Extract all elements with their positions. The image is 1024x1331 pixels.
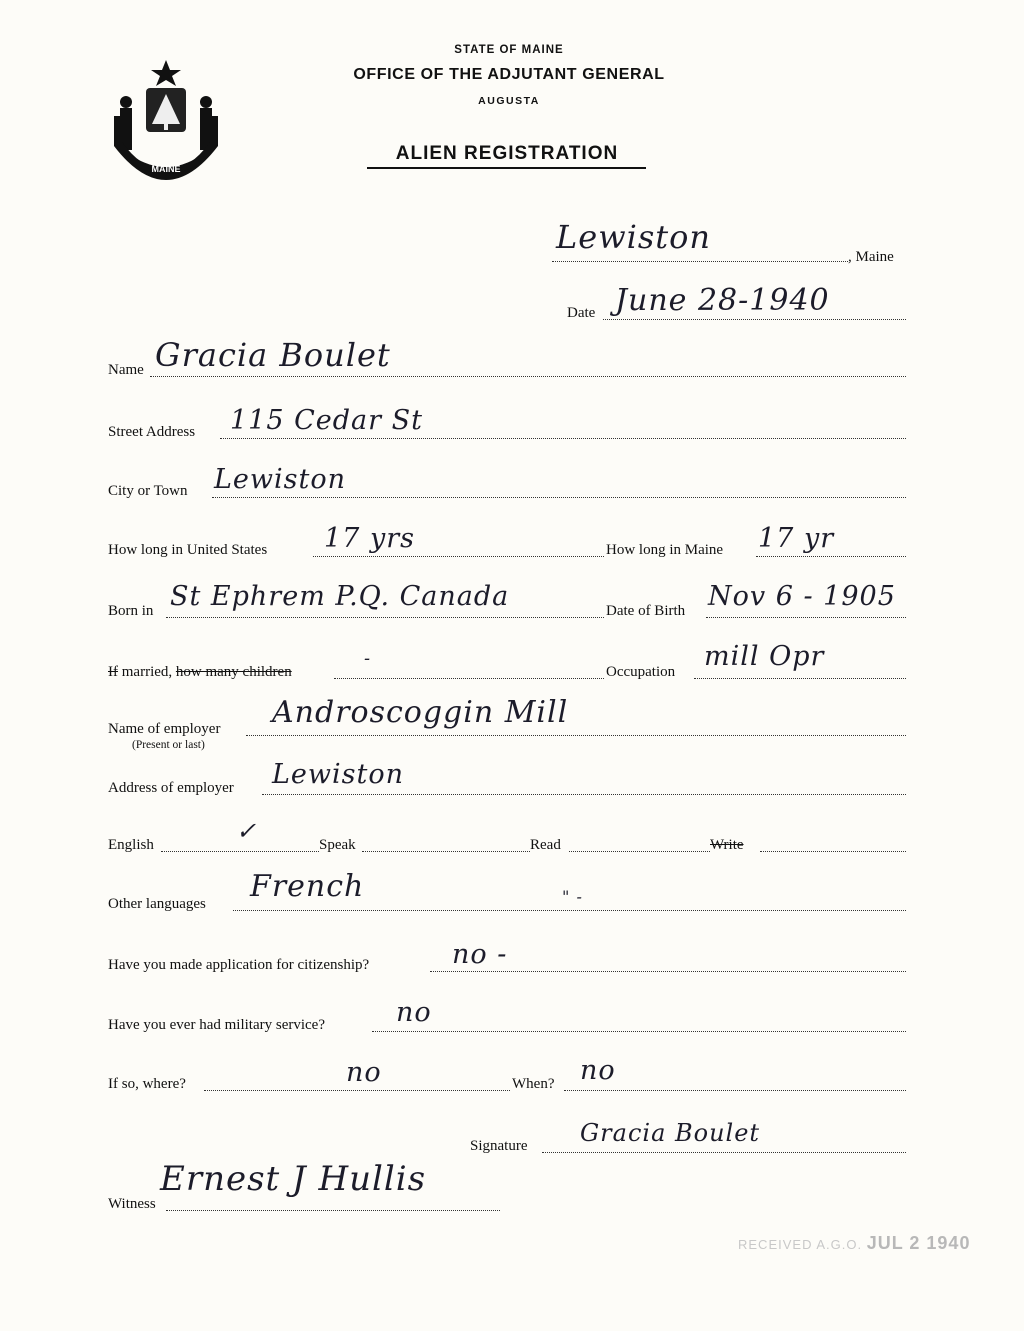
witness-line xyxy=(166,1210,500,1211)
signature-line xyxy=(542,1152,906,1153)
form-title: ALIEN REGISTRATION xyxy=(395,143,619,164)
dob-line xyxy=(706,617,906,618)
stamp-text: RECEIVED A.G.O. xyxy=(738,1237,863,1252)
occupation-label: Occupation xyxy=(606,664,676,680)
me-years-line xyxy=(756,556,906,557)
english-write: Write xyxy=(710,837,744,853)
citizenship-label: Have you made application for citizenship? xyxy=(108,957,370,973)
born-value: St Ephrem P.Q. Canada xyxy=(170,581,510,612)
married-value: - xyxy=(364,648,372,669)
occupation-line xyxy=(694,678,906,679)
employer-label: Name of employer xyxy=(108,721,221,737)
date-value: June 28-1940 xyxy=(615,283,830,318)
when-line xyxy=(564,1090,906,1091)
name-line xyxy=(150,376,906,377)
married-line xyxy=(334,678,604,679)
state-heading: STATE OF MAINE xyxy=(454,44,564,56)
other-lang-marks: " - xyxy=(562,887,583,906)
town-suffix: , Maine xyxy=(848,249,894,265)
witness-label: Witness xyxy=(108,1196,156,1212)
city-heading: AUGUSTA xyxy=(478,95,540,107)
town-value: Lewiston xyxy=(556,218,711,256)
name-value: Gracia Boulet xyxy=(155,336,391,374)
military-label: Have you ever had military service? xyxy=(108,1017,325,1033)
witness-value: Ernest J Hullis xyxy=(160,1159,427,1199)
city-value: Lewiston xyxy=(214,464,347,495)
military-line xyxy=(372,1031,906,1032)
office-heading: OFFICE OF THE ADJUTANT GENERAL xyxy=(353,66,665,83)
street-value: 115 Cedar St xyxy=(230,405,423,436)
town-line xyxy=(552,261,848,262)
married-text: married, xyxy=(118,664,176,680)
me-years-label: How long in Maine xyxy=(606,542,724,558)
english-line-1 xyxy=(161,851,319,852)
signature-value: Gracia Boulet xyxy=(580,1119,761,1147)
signature-label: Signature xyxy=(470,1138,528,1154)
military-value: no xyxy=(396,997,432,1028)
city-line xyxy=(212,497,906,498)
street-line xyxy=(220,438,906,439)
city-label: City or Town xyxy=(108,483,188,499)
children-struck: how many children xyxy=(175,664,292,680)
english-line-2 xyxy=(362,851,530,852)
english-line-4 xyxy=(760,851,906,852)
citizenship-line xyxy=(430,971,906,972)
us-years-line xyxy=(313,556,604,557)
employer-sublabel: (Present or last) xyxy=(132,739,205,751)
dob-label: Date of Birth xyxy=(606,603,686,619)
date-line xyxy=(603,319,906,320)
married-label xyxy=(108,663,292,681)
when-label: When? xyxy=(512,1076,555,1092)
where-line xyxy=(204,1090,510,1091)
seal-banner: MAINE xyxy=(151,164,181,174)
born-label: Born in xyxy=(108,603,154,619)
when-value: no xyxy=(580,1055,616,1086)
married-if-struck: If xyxy=(108,664,118,680)
me-years-value: 17 yr xyxy=(758,523,835,554)
occupation-value: mill Opr xyxy=(704,641,825,672)
title-underline xyxy=(367,167,646,169)
where-label: If so, where? xyxy=(108,1076,186,1092)
employer-line xyxy=(246,735,906,736)
citizenship-value: no - xyxy=(452,939,508,970)
born-line xyxy=(166,617,604,618)
english-mark: ✓ xyxy=(236,817,258,845)
stamp-date: JUL 2 1940 xyxy=(866,1233,971,1253)
employer-addr-value: Lewiston xyxy=(272,759,405,790)
us-years-label: How long in United States xyxy=(108,542,268,558)
received-stamp xyxy=(738,1233,970,1254)
english-line-3 xyxy=(569,851,710,852)
date-label: Date xyxy=(567,305,596,321)
where-value: no xyxy=(346,1057,382,1088)
english-read: Read xyxy=(530,837,561,853)
english-label: English xyxy=(108,837,154,853)
english-speak: Speak xyxy=(319,837,356,853)
name-label: Name xyxy=(108,362,144,378)
employer-addr-line xyxy=(262,794,906,795)
street-label: Street Address xyxy=(108,424,196,440)
other-lang-value: French xyxy=(250,869,365,904)
other-lang-label: Other languages xyxy=(108,896,206,912)
us-years-value: 17 yrs xyxy=(324,523,415,554)
employer-addr-label: Address of employer xyxy=(108,780,234,796)
employer-value: Androscoggin Mill xyxy=(272,695,569,730)
dob-value: Nov 6 - 1905 xyxy=(708,581,896,612)
